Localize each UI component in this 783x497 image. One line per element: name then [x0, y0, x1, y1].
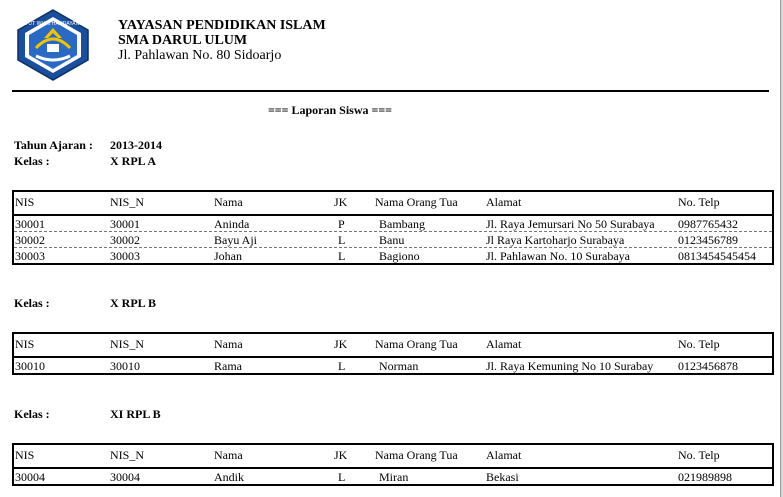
col-nama-orang-tua: Nama Orang Tua — [375, 448, 458, 462]
col-alamat: Alamat — [486, 337, 522, 351]
header-divider — [12, 90, 769, 92]
table-row — [14, 232, 772, 248]
col-nis: NIS — [15, 448, 35, 462]
table-row — [14, 248, 772, 263]
col-nis: NIS — [15, 195, 35, 209]
cell-nama: Bayu Aji — [214, 233, 258, 247]
report-title: === Laporan Siswa === — [267, 103, 393, 117]
col-jk: JK — [334, 448, 348, 462]
cell-jk: L — [338, 470, 346, 484]
kelas-value: X RPL B — [110, 296, 157, 310]
col-alamat: Alamat — [486, 195, 522, 209]
table-header-row — [14, 334, 772, 358]
student-table — [12, 190, 774, 265]
cell-nis-n: 30001 — [110, 217, 140, 231]
student-table — [12, 332, 774, 375]
school-logo-icon — [14, 8, 92, 82]
col-nama: Nama — [214, 195, 243, 209]
col-no-telp: No. Telp — [678, 448, 720, 462]
cell-nis: 30010 — [15, 359, 45, 373]
kelas-label: Kelas : — [14, 296, 50, 310]
col-jk: JK — [334, 195, 348, 209]
table-row — [14, 358, 772, 373]
table-row — [14, 216, 772, 232]
cell-no-telp: 021989898 — [678, 470, 732, 484]
kelas-value: XI RPL B — [110, 407, 161, 421]
col-nis-n: NIS_N — [110, 448, 145, 462]
cell-alamat: Bekasi — [486, 470, 519, 484]
cell-nama: Rama — [214, 359, 242, 373]
student-table — [12, 443, 774, 486]
cell-nama-orang-tua: Miran — [379, 470, 409, 484]
cell-alamat: Jl Raya Kartoharjo Surabaya — [486, 233, 625, 247]
table-header-row — [14, 445, 772, 469]
cell-nis-n: 30002 — [110, 233, 140, 247]
cell-no-telp: 0813454545454 — [678, 249, 756, 263]
col-nis-n: NIS_N — [110, 195, 145, 209]
col-nis-n: NIS_N — [110, 337, 145, 351]
cell-nis-n: 30010 — [110, 359, 140, 373]
col-no-telp: No. Telp — [678, 337, 720, 351]
cell-alamat: Jl. Raya Kemuning No 10 Surabay — [486, 359, 654, 373]
cell-nama-orang-tua: Banu — [379, 233, 405, 247]
cell-jk: L — [338, 249, 346, 263]
kelas-label: Kelas : — [14, 407, 50, 421]
cell-alamat: Jl. Raya Jemursari No 50 Surabaya — [486, 217, 655, 231]
col-alamat: Alamat — [486, 448, 522, 462]
col-no-telp: No. Telp — [678, 195, 720, 209]
tahun-ajaran-value: 2013-2014 — [110, 138, 162, 152]
cell-nis: 30004 — [15, 470, 45, 484]
cell-no-telp: 0123456878 — [678, 359, 738, 373]
col-nama-orang-tua: Nama Orang Tua — [375, 195, 458, 209]
svg-text:TUT WURI HANDAYANI: TUT WURI HANDAYANI — [25, 21, 81, 27]
cell-nis: 30002 — [15, 233, 45, 247]
cell-nama: Johan — [214, 249, 242, 263]
cell-jk: L — [338, 359, 346, 373]
cell-nis: 30001 — [15, 217, 45, 231]
cell-alamat: Jl. Pahlawan No. 10 Surabaya — [486, 249, 630, 263]
foundation-name: YAYASAN PENDIDIKAN ISLAM — [118, 18, 326, 33]
table-row — [14, 469, 772, 484]
cell-nama-orang-tua: Bagiono — [379, 249, 420, 263]
school-address: Jl. Pahlawan No. 80 Sidoarjo — [118, 48, 282, 63]
cell-jk: P — [338, 217, 345, 231]
col-nis: NIS — [15, 337, 35, 351]
cell-nama: Aninda — [214, 217, 250, 231]
school-name: SMA DARUL ULUM — [118, 33, 248, 48]
cell-nama-orang-tua: Norman — [379, 359, 419, 373]
cell-jk: L — [338, 233, 346, 247]
col-nama: Nama — [214, 337, 243, 351]
tahun-ajaran-label: Tahun Ajaran : — [14, 138, 93, 152]
page-edge-line — [780, 0, 781, 497]
cell-no-telp: 0987765432 — [678, 217, 738, 231]
col-jk: JK — [334, 337, 348, 351]
kelas-label: Kelas : — [14, 154, 50, 168]
cell-nama-orang-tua: Bambang — [379, 217, 425, 231]
col-nama: Nama — [214, 448, 243, 462]
cell-nis-n: 30003 — [110, 249, 140, 263]
table-header-row — [14, 192, 772, 216]
kelas-value: X RPL A — [110, 154, 157, 168]
cell-nis: 30003 — [15, 249, 45, 263]
cell-nis-n: 30004 — [110, 470, 140, 484]
cell-nama: Andik — [214, 470, 244, 484]
col-nama-orang-tua: Nama Orang Tua — [375, 337, 458, 351]
cell-no-telp: 0123456789 — [678, 233, 738, 247]
